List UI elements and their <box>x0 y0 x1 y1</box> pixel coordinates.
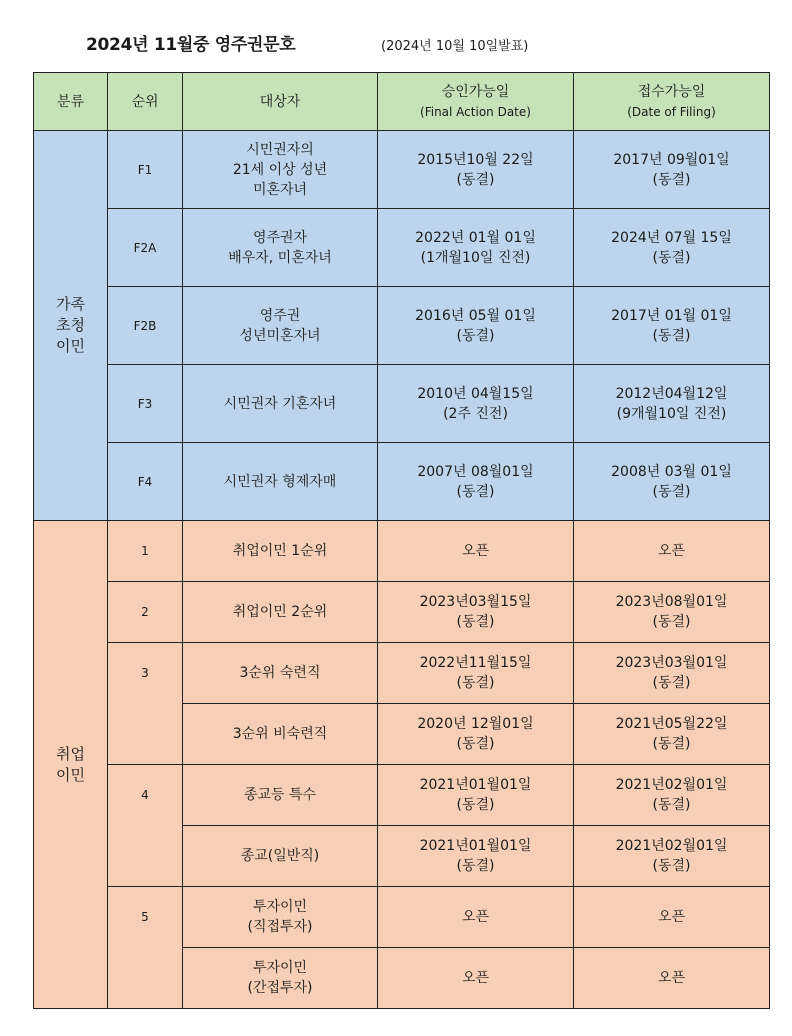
table-row <box>34 765 770 826</box>
filing-cell: 2021년05월22일 (동결) <box>574 704 770 765</box>
filing-cell: 2017년 09월01일 (동결) <box>574 131 770 209</box>
target-cell: 취업이민 1순위 <box>183 521 378 582</box>
rank-cell: F3 <box>108 365 183 443</box>
target-cell: 시민권자 기혼자녀 <box>183 365 378 443</box>
rank-cell: F2B <box>108 287 183 365</box>
final-action-cell: 2023년03월15일 (동결) <box>378 582 574 643</box>
final-action-cell: 2020년 12월01일 (동결) <box>378 704 574 765</box>
announcement-date: (2024년 10월 10일발표) <box>381 39 529 54</box>
target-cell: 취업이민 2순위 <box>183 582 378 643</box>
target-cell: 투자이민 (간접투자) <box>183 948 378 1009</box>
group-employment: 취업 이민 <box>34 521 108 1009</box>
rank-cell: F1 <box>108 131 183 209</box>
page-title: 2024년 11월중 영주권문호 <box>86 35 296 55</box>
table-row <box>34 521 770 582</box>
target-cell: 종교등 특수 <box>183 765 378 826</box>
final-action-cell: 2016년 05월 01일 (동결) <box>378 287 574 365</box>
filing-cell: 2023년08월01일 (동결) <box>574 582 770 643</box>
header-rank: 순위 <box>108 73 183 131</box>
table-row <box>34 582 770 643</box>
target-cell: 영주권 성년미혼자녀 <box>183 287 378 365</box>
final-action-cell: 오픈 <box>378 948 574 1009</box>
filing-cell: 2017년 01월 01일 (동결) <box>574 287 770 365</box>
table-row <box>34 209 770 287</box>
final-action-cell: 2021년01월01일 (동결) <box>378 826 574 887</box>
filing-cell: 2021년02월01일 (동결) <box>574 765 770 826</box>
target-cell: 영주권자 배우자, 미혼자녀 <box>183 209 378 287</box>
final-action-cell: 2022년 01월 01일 (1개월10일 진전) <box>378 209 574 287</box>
rank-cell: 5 <box>108 887 183 1009</box>
header-row <box>34 73 770 131</box>
table-row <box>34 443 770 521</box>
header-category: 분류 <box>34 73 108 131</box>
rank-cell: 2 <box>108 582 183 643</box>
filing-cell: 오픈 <box>574 948 770 1009</box>
final-action-cell: 2010년 04월15일 (2주 진전) <box>378 365 574 443</box>
rank-cell: 1 <box>108 521 183 582</box>
final-action-cell: 오픈 <box>378 521 574 582</box>
filing-cell: 2024년 07월 15일 (동결) <box>574 209 770 287</box>
final-action-cell: 오픈 <box>378 887 574 948</box>
target-cell: 투자이민 (직접투자) <box>183 887 378 948</box>
target-cell: 시민권자 형제자매 <box>183 443 378 521</box>
table-row <box>34 643 770 704</box>
table-row <box>34 131 770 209</box>
header-target: 대상자 <box>183 73 378 131</box>
filing-cell: 2023년03월01일 (동결) <box>574 643 770 704</box>
target-cell: 시민권자의 21세 이상 성년 미혼자녀 <box>183 131 378 209</box>
group-family: 가족 초청 이민 <box>34 131 108 521</box>
rank-cell: 4 <box>108 765 183 887</box>
table-row <box>34 887 770 948</box>
final-action-cell: 2015년10월 22일 (동결) <box>378 131 574 209</box>
final-action-cell: 2022년11월15일 (동결) <box>378 643 574 704</box>
target-cell: 3순위 비숙련직 <box>183 704 378 765</box>
filing-cell: 2012년04월12일 (9개월10일 진전) <box>574 365 770 443</box>
final-action-cell: 2007년 08월01일 (동결) <box>378 443 574 521</box>
rank-cell: 3 <box>108 643 183 765</box>
final-action-cell: 2021년01월01일 (동결) <box>378 765 574 826</box>
header-final-action: 승인가능일 (Final Action Date) <box>378 73 574 131</box>
table-row <box>34 365 770 443</box>
target-cell: 3순위 숙련직 <box>183 643 378 704</box>
visa-bulletin-table <box>33 72 770 1009</box>
rank-cell: F4 <box>108 443 183 521</box>
rank-cell: F2A <box>108 209 183 287</box>
header-filing: 접수가능일 (Date of Filing) <box>574 73 770 131</box>
filing-cell: 2021년02월01일 (동결) <box>574 826 770 887</box>
target-cell: 종교(일반직) <box>183 826 378 887</box>
table-row <box>34 287 770 365</box>
filing-cell: 2008년 03월 01일 (동결) <box>574 443 770 521</box>
filing-cell: 오픈 <box>574 887 770 948</box>
filing-cell: 오픈 <box>574 521 770 582</box>
